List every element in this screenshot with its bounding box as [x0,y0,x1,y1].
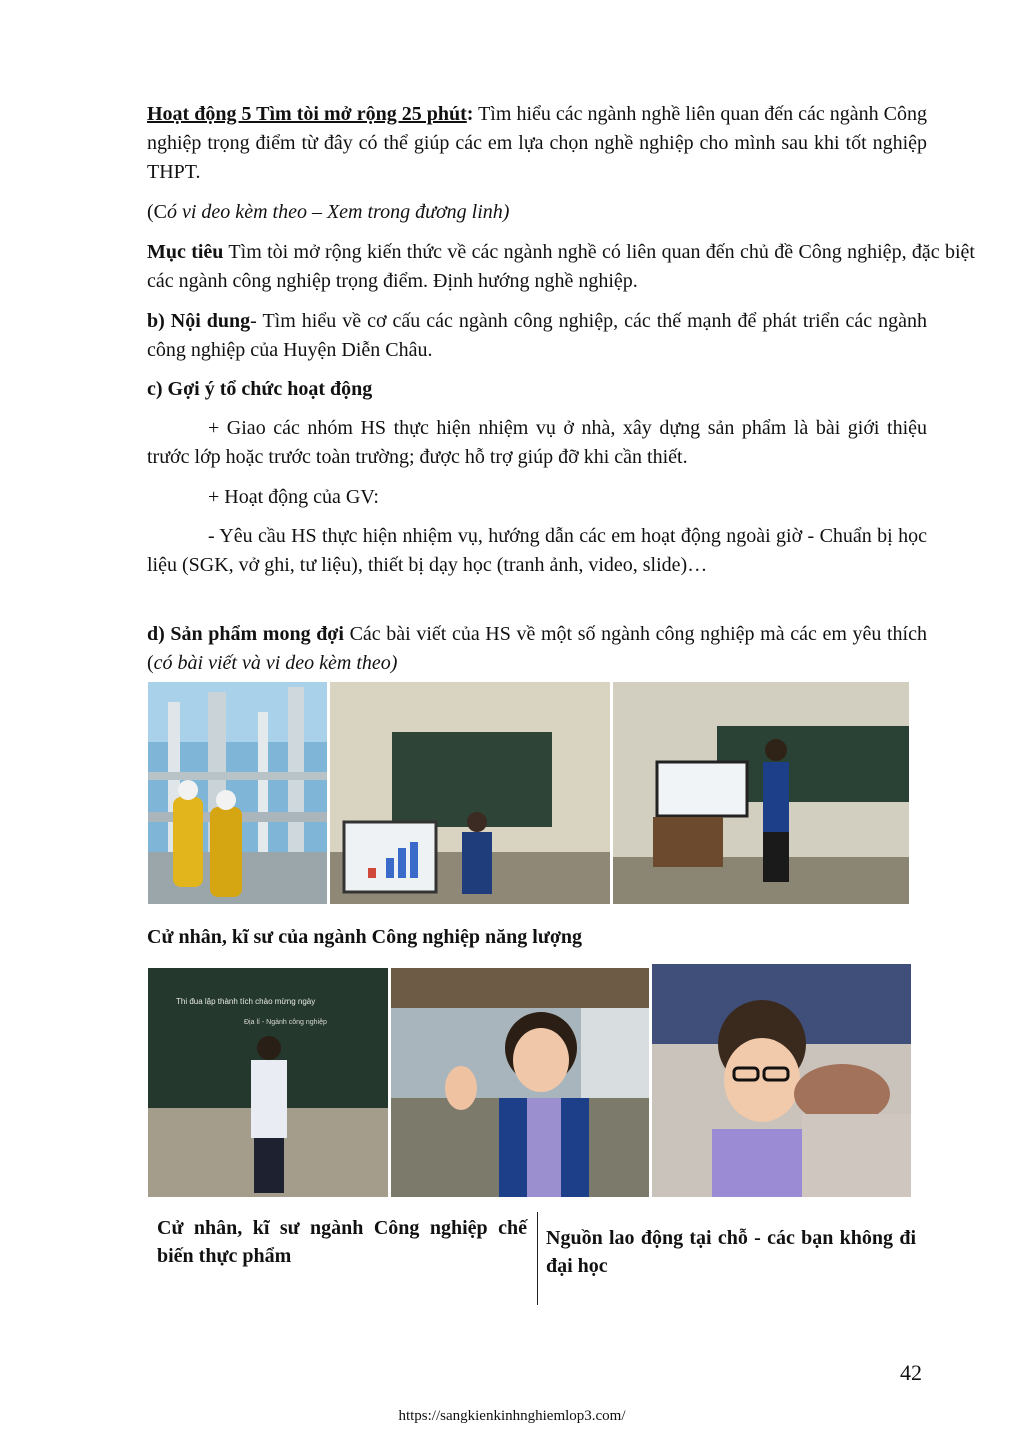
suggest-heading: c) Gợi ý tổ chức hoạt động [147,378,373,400]
photo-students-food-processing [652,964,911,1197]
content-label: b) Nội dung [147,310,251,332]
blackboard-title: Thi đua lập thành tích chào mừng ngày [176,997,316,1006]
photo-student-blackboard [148,968,388,1197]
photo-student-market [391,968,649,1197]
caption-divider [537,1212,538,1305]
activity-paragraph [147,100,927,187]
photo-student-presentation-1 [330,682,610,904]
suggest-item-1: + Giao các nhóm HS thực hiện nhiệm vụ ở nhà, xây dựng sản phẩm là bài giới thiệu trước lớp hoặc trước toàn trường; được hỗ trợ giúp đỡ khi cần thiết. [147,417,927,468]
photo-energy-engineers [148,682,327,904]
product-text: Các bài viết của HS về một số ngành công nghiệp mà các em yêu thích ( [147,623,927,674]
objective-text: Tìm tòi mở rộng kiến thức về các ngành nghề có liên quan đến chủ đề Công nghiệp, đặc biệt các ngành công nghiệp trọng điểm. Định hướng nghề nghiệp. [147,241,975,292]
content-paragraph [147,307,927,365]
video-note-open: (C [147,201,167,223]
product-paragraph [147,620,927,678]
activity-text: Tìm hiểu các ngành nghề liên quan đến các ngành Công nghiệp trọng điểm từ đây có thể giúp các em lựa chọn nghề nghiệp cho mình sau khi tốt nghiệp THPT. [147,103,927,183]
objective-label: Mục tiêu [147,241,224,263]
content-text: - Tìm hiểu về cơ cấu các ngành công nghiệp, các thế mạnh để phát triển các ngành công nghiệp của Huyện Diễn Châu. [147,310,928,361]
video-note [147,198,927,227]
page-number: 42 [900,1360,922,1385]
footer-url[interactable]: https://sangkienkinhnghiemlop3.com/ [398,1408,626,1424]
caption-local-labour: Nguồn lao động tại chỗ - các bạn không đi đại học [546,1227,916,1277]
blackboard-subtitle: Địa lí - Ngành công nghiệp [244,1019,327,1026]
product-italic: có bài viết và vi deo kèm theo) [153,652,398,674]
product-label: d) Sản phẩm mong đợi [147,623,344,645]
activity-title: Hoạt động 5 Tìm tòi mở rộng 25 phút [147,103,467,125]
objective-paragraph [147,238,975,296]
photo-student-presentation-2 [613,682,909,904]
video-note-text: ó vi deo kèm theo – Xem trong đương linh) [167,201,510,223]
suggest-item-3: - Yêu cầu HS thực hiện nhiệm vụ, hướng dẫn các em hoạt động ngoài giờ - Chuẩn bị học liệu (SGK, vở ghi, tư liệu), thiết bị dạy học (tranh ảnh, video, slide)… [147,525,927,576]
activity-colon: : [466,103,474,125]
caption-food-processing: Cử nhân, kĩ sư ngành Công nghiệp chế biến thực phẩm [157,1217,527,1267]
suggest-item-2: + Hoạt động của GV: [208,486,379,508]
caption-energy: Cử nhân, kĩ sư của ngành Công nghiệp năng lượng [147,926,583,948]
